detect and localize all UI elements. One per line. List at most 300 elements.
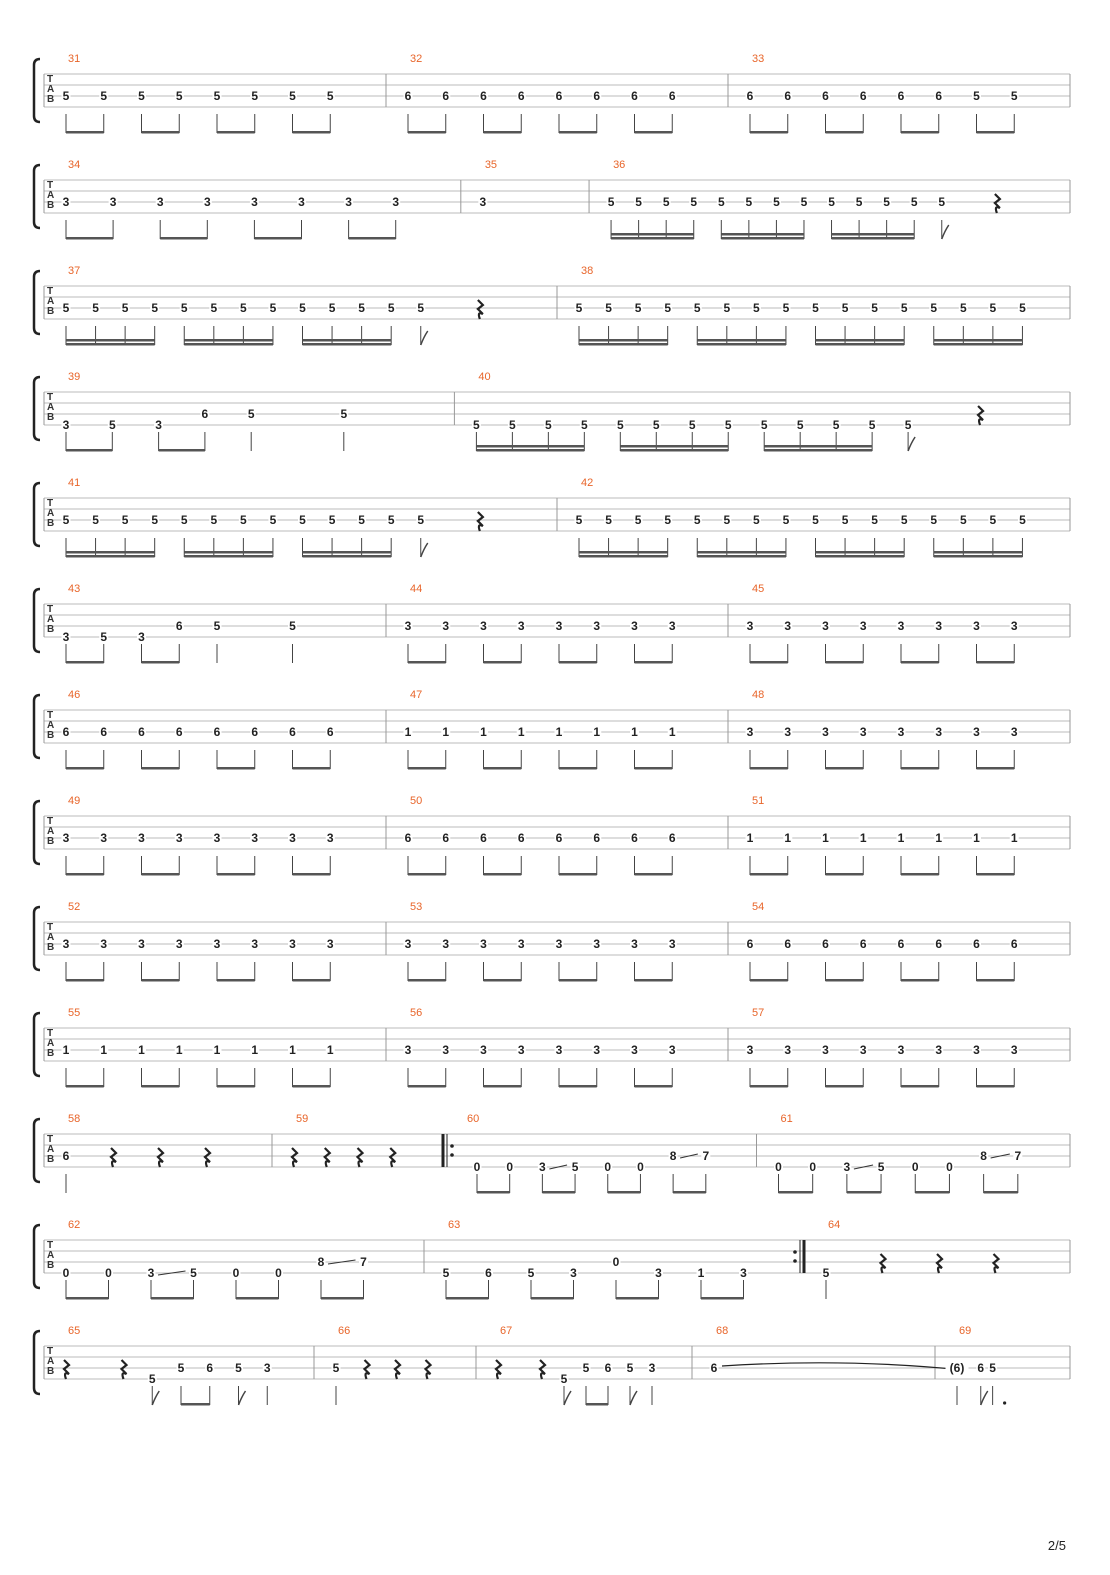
fret-number: 5 <box>299 513 306 527</box>
tab-clef-letter: T <box>47 392 54 403</box>
system-bracket <box>34 907 40 970</box>
fret-number: 1 <box>62 1043 70 1057</box>
fret-number: 3 <box>631 937 638 951</box>
beam <box>477 1191 510 1194</box>
fret-number: 5 <box>332 1361 340 1375</box>
beam <box>901 1085 939 1088</box>
fret-number: 5 <box>340 407 348 421</box>
fret-number: 3 <box>62 195 70 209</box>
fret-number: 6 <box>404 89 412 103</box>
system-bracket <box>34 1331 40 1394</box>
fret-number: 0 <box>775 1160 782 1174</box>
fret-number: 3 <box>175 831 183 845</box>
fret-number: 3 <box>822 1043 829 1057</box>
measure-number: 57 <box>752 1007 765 1019</box>
beam <box>721 237 804 240</box>
rest <box>426 1360 431 1379</box>
beam <box>293 1085 331 1088</box>
tab-clef-letter: T <box>47 604 54 615</box>
fret-number: 1 <box>859 831 867 845</box>
fret-number: 5 <box>417 513 425 527</box>
fret-number: 3 <box>100 937 108 951</box>
measure-number: 35 <box>484 159 498 171</box>
beam <box>542 1191 575 1194</box>
fret-number: 3 <box>404 1043 412 1057</box>
note-flag <box>981 1391 988 1405</box>
fret-number: 6 <box>404 831 412 845</box>
beam <box>826 767 864 770</box>
fret-number: 3 <box>109 195 117 209</box>
fret-number: 3 <box>138 937 145 951</box>
tab-clef-letter: T <box>47 710 54 721</box>
fret-number: 5 <box>571 1160 579 1174</box>
fret-number: 5 <box>210 513 218 527</box>
beam-secondary <box>66 551 155 554</box>
measure-number: 51 <box>752 795 765 807</box>
fret-number: 0 <box>473 1160 481 1174</box>
fret-number: 3 <box>289 831 296 845</box>
beam <box>408 979 446 982</box>
fret-number: 3 <box>138 630 145 644</box>
fret-number: 6 <box>593 831 601 845</box>
beam-secondary <box>579 551 668 554</box>
measure-number: 56 <box>410 1007 423 1019</box>
fret-number: 6 <box>442 831 450 845</box>
fret-number: 5 <box>904 418 912 432</box>
beam-secondary <box>476 445 584 448</box>
repeat-dot <box>450 1153 454 1157</box>
tab-clef-letter: T <box>47 1346 54 1357</box>
fret-number: 6 <box>326 725 334 739</box>
fret-number: 3 <box>155 418 162 432</box>
beam <box>293 131 331 134</box>
beam <box>66 1085 104 1088</box>
fret-number: 5 <box>868 418 876 432</box>
fret-number: 3 <box>62 418 70 432</box>
fret-number: 3 <box>100 831 108 845</box>
fret-number: 3 <box>973 1043 980 1057</box>
tab-clef-letter: A <box>47 402 55 413</box>
tab-clef-letter: A <box>47 720 55 731</box>
beam <box>832 237 915 240</box>
fret-number: 3 <box>555 619 563 633</box>
fret-number: 5 <box>358 301 365 315</box>
system-bracket <box>34 695 40 758</box>
rest <box>881 1254 886 1273</box>
tab-clef-letter: A <box>47 1356 55 1367</box>
tab-clef-letter: B <box>47 1048 55 1059</box>
fret-number: 3 <box>404 619 412 633</box>
beam <box>673 1191 706 1194</box>
rest <box>496 1360 501 1379</box>
fret-number: 5 <box>151 513 159 527</box>
fret-number: 5 <box>812 513 819 527</box>
fret-number: 5 <box>289 89 296 103</box>
fret-number: 5 <box>190 1266 197 1280</box>
beam <box>616 1297 659 1300</box>
beam <box>66 449 112 452</box>
fret-number: 3 <box>480 619 487 633</box>
tab-clef-letter: B <box>47 1366 55 1377</box>
fret-number: 1 <box>697 1266 705 1280</box>
fret-number: 5 <box>959 301 967 315</box>
fret-number: 3 <box>138 831 145 845</box>
tab-clef-letter: B <box>47 412 55 423</box>
beam-secondary <box>611 233 694 236</box>
beam <box>847 1191 881 1194</box>
fret-number: 1 <box>897 831 905 845</box>
fret-number: 1 <box>973 831 980 845</box>
fret-number: 3 <box>517 619 525 633</box>
fret-number: 5 <box>269 513 277 527</box>
beam-secondary <box>697 339 786 342</box>
tab-clef-letter: T <box>47 1028 54 1039</box>
beam-secondary <box>579 339 668 342</box>
tab-clef-letter: B <box>47 306 55 317</box>
fret-number: 5 <box>100 630 108 644</box>
beam <box>254 237 301 240</box>
fret-number: 6 <box>206 1361 214 1375</box>
fret-number: 3 <box>517 937 525 951</box>
fret-number: 0 <box>275 1266 282 1280</box>
note-flag <box>942 225 949 239</box>
beam <box>349 237 396 240</box>
tab-clef-letter: A <box>47 190 55 201</box>
beam <box>303 555 392 558</box>
fret-number: 5 <box>634 513 642 527</box>
measure-number: 42 <box>581 477 594 489</box>
fret-number: 3 <box>859 725 867 739</box>
fret-number: 6 <box>973 937 980 951</box>
rest <box>478 300 483 319</box>
beam <box>531 1297 574 1300</box>
fret-number: 0 <box>637 1160 644 1174</box>
fret-number: (6) <box>949 1361 965 1375</box>
tie-arc <box>722 1363 963 1370</box>
measure-number: 59 <box>296 1113 309 1125</box>
beam <box>901 979 939 982</box>
fret-number: 6 <box>62 1149 70 1163</box>
fret-number: 6 <box>175 725 183 739</box>
fret-number: 3 <box>345 195 352 209</box>
fret-number: 3 <box>555 1043 563 1057</box>
beam <box>750 767 788 770</box>
fret-number: 6 <box>555 831 563 845</box>
beam <box>579 555 668 558</box>
fret-number: 5 <box>442 1266 450 1280</box>
measure-number: 36 <box>613 159 626 171</box>
fret-number: 5 <box>387 301 395 315</box>
tab-clef-letter: T <box>47 922 54 933</box>
fret-number: 3 <box>555 937 563 951</box>
fret-number: 1 <box>175 1043 183 1057</box>
tab-clef-letter: B <box>47 94 55 105</box>
measure-number: 53 <box>410 901 423 913</box>
fret-number: 7 <box>1014 1149 1022 1163</box>
fret-number: 5 <box>930 513 938 527</box>
fret-number: 6 <box>822 937 829 951</box>
beam <box>293 767 331 770</box>
fret-number: 3 <box>746 725 754 739</box>
beam-secondary <box>816 339 905 342</box>
system-bracket <box>34 801 40 864</box>
fret-number: 5 <box>616 418 624 432</box>
fret-number: 3 <box>655 1266 662 1280</box>
measure-number: 48 <box>752 689 765 701</box>
fret-number: 3 <box>631 1043 638 1057</box>
fret-number: 0 <box>809 1160 817 1174</box>
beam <box>559 131 597 134</box>
fret-number: 3 <box>631 619 638 633</box>
fret-number: 6 <box>517 831 525 845</box>
beam <box>901 131 939 134</box>
beam <box>142 131 180 134</box>
fret-number: 6 <box>935 89 943 103</box>
tab-clef-letter: T <box>47 74 54 85</box>
fret-number: 5 <box>959 513 967 527</box>
beam-secondary <box>764 445 872 448</box>
beam <box>66 131 104 134</box>
rest <box>205 1148 210 1167</box>
beam <box>701 1297 744 1300</box>
fret-number: 6 <box>62 725 70 739</box>
fret-number: 1 <box>404 725 412 739</box>
fret-number: 3 <box>1010 1043 1018 1057</box>
beam <box>559 979 597 982</box>
fret-number: 3 <box>289 937 296 951</box>
fret-number: 1 <box>517 725 525 739</box>
beam <box>66 873 104 876</box>
system-bracket <box>34 1119 40 1182</box>
beam <box>586 1403 608 1406</box>
fret-number: 5 <box>62 513 70 527</box>
fret-number: 6 <box>201 407 209 421</box>
beam <box>217 767 255 770</box>
fret-number: 5 <box>62 301 70 315</box>
tab-clef-letter: T <box>47 286 54 297</box>
fret-number: 5 <box>877 1160 885 1174</box>
fret-number: 3 <box>973 725 980 739</box>
measure-number: 44 <box>410 583 423 595</box>
beam <box>977 979 1015 982</box>
tab-clef-letter: T <box>47 1240 54 1251</box>
fret-number: 5 <box>240 301 247 315</box>
fret-number: 3 <box>404 937 412 951</box>
fret-number: 5 <box>760 418 768 432</box>
fret-number: 3 <box>593 619 601 633</box>
fret-number: 5 <box>151 301 159 315</box>
fret-number: 5 <box>545 418 552 432</box>
fret-number: 5 <box>989 1361 996 1375</box>
beam <box>484 873 522 876</box>
fret-number: 5 <box>724 418 732 432</box>
beam <box>750 1085 788 1088</box>
measure-number: 67 <box>500 1325 513 1337</box>
tab-clef-letter: A <box>47 296 55 307</box>
fret-number: 5 <box>782 301 790 315</box>
fret-number: 1 <box>326 1043 334 1057</box>
fret-number: 3 <box>570 1266 577 1280</box>
beam-secondary <box>303 551 392 554</box>
fret-number: 3 <box>263 1361 271 1375</box>
note-flag <box>564 1391 571 1405</box>
beam <box>779 1191 813 1194</box>
beam <box>484 661 522 664</box>
beam <box>303 343 392 346</box>
measure-number: 43 <box>68 583 81 595</box>
fret-number: 0 <box>105 1266 112 1280</box>
fret-number: 5 <box>180 301 188 315</box>
measure-number: 64 <box>828 1219 841 1231</box>
fret-number: 5 <box>773 195 780 209</box>
tab-clef-letter: A <box>47 508 55 519</box>
beam-secondary <box>934 551 1023 554</box>
measure-number: 68 <box>716 1325 729 1337</box>
measure-number: 58 <box>68 1113 81 1125</box>
fret-number: 5 <box>1019 301 1026 315</box>
fret-number: 5 <box>138 89 145 103</box>
fret-number: 6 <box>480 831 487 845</box>
fret-number: 5 <box>575 301 583 315</box>
measure-number: 49 <box>68 795 81 807</box>
fret-number: 3 <box>62 831 70 845</box>
measure-number: 66 <box>338 1325 351 1337</box>
beam <box>484 131 522 134</box>
fret-number: 3 <box>593 937 601 951</box>
fret-number: 6 <box>604 1361 612 1375</box>
measure-number: 34 <box>68 159 81 171</box>
fret-number: 5 <box>213 619 221 633</box>
beam-secondary <box>832 233 915 236</box>
fret-number: 5 <box>326 89 334 103</box>
beam <box>977 767 1015 770</box>
beam <box>217 873 255 876</box>
fret-number: 3 <box>1010 725 1018 739</box>
fret-number: 5 <box>417 301 425 315</box>
beam <box>408 767 446 770</box>
fret-number: 3 <box>740 1266 747 1280</box>
fret-number: 0 <box>232 1266 240 1280</box>
fret-number: 6 <box>822 89 829 103</box>
beam <box>217 979 255 982</box>
fret-number: 5 <box>607 195 615 209</box>
beam <box>293 873 331 876</box>
system-bracket <box>34 165 40 228</box>
repeat-dot <box>793 1250 797 1254</box>
fret-number: 5 <box>812 301 819 315</box>
measure-number: 55 <box>68 1007 81 1019</box>
fret-number: 3 <box>213 937 221 951</box>
fret-number: 5 <box>626 1361 634 1375</box>
repeat-dot <box>793 1259 797 1263</box>
fret-number: 1 <box>251 1043 259 1057</box>
fret-number: 5 <box>251 89 259 103</box>
fret-number: 6 <box>897 89 905 103</box>
beam <box>826 1085 864 1088</box>
beam <box>142 1085 180 1088</box>
fret-number: 6 <box>442 89 450 103</box>
fret-number: 6 <box>859 89 867 103</box>
fret-number: 6 <box>593 89 601 103</box>
beam <box>901 873 939 876</box>
rest <box>540 1360 545 1379</box>
fret-number: 3 <box>746 1043 754 1057</box>
measure-number: 65 <box>68 1325 81 1337</box>
fret-number: 5 <box>871 301 878 315</box>
beam <box>159 449 205 452</box>
fret-number: 3 <box>251 831 259 845</box>
fret-number: 6 <box>289 725 296 739</box>
fret-number: 5 <box>177 1361 185 1375</box>
fret-number: 3 <box>480 937 487 951</box>
beam <box>559 767 597 770</box>
fret-number: 3 <box>213 831 221 845</box>
fret-number: 6 <box>1010 937 1018 951</box>
beam <box>977 1085 1015 1088</box>
fret-number: 5 <box>693 301 701 315</box>
fret-number: 5 <box>910 195 918 209</box>
measure-number: 41 <box>68 477 81 489</box>
fret-number: 8 <box>980 1149 987 1163</box>
fret-number: 1 <box>555 725 563 739</box>
note-flag <box>421 543 428 557</box>
fret-number: 5 <box>753 301 760 315</box>
fret-number: 5 <box>100 89 108 103</box>
beam <box>826 661 864 664</box>
measure-number: 62 <box>68 1219 81 1231</box>
fret-number: 5 <box>745 195 753 209</box>
fret-number: 5 <box>210 301 218 315</box>
fret-number: 5 <box>240 513 247 527</box>
fret-number: 5 <box>938 195 946 209</box>
beam <box>826 979 864 982</box>
fret-number: 5 <box>723 301 731 315</box>
fret-number: 5 <box>662 195 670 209</box>
fret-number: 5 <box>973 89 980 103</box>
system-bracket <box>34 377 40 440</box>
fret-number: 3 <box>668 937 676 951</box>
fret-number: 5 <box>213 89 221 103</box>
beam <box>217 131 255 134</box>
tab-clef-letter: T <box>47 816 54 827</box>
tab-clef-letter: A <box>47 826 55 837</box>
measure-number: 60 <box>467 1113 480 1125</box>
beam <box>66 555 155 558</box>
measure-number: 40 <box>478 371 491 383</box>
beam <box>184 555 273 558</box>
fret-number: 3 <box>175 937 183 951</box>
beam <box>408 1085 446 1088</box>
fret-number: 3 <box>668 1043 676 1057</box>
rest <box>111 1148 116 1167</box>
beam <box>984 1191 1018 1194</box>
fret-number: 5 <box>723 513 731 527</box>
fret-number: 3 <box>251 937 259 951</box>
fret-number: 3 <box>859 619 867 633</box>
beam <box>934 343 1023 346</box>
beam-secondary <box>721 233 804 236</box>
rest <box>365 1360 370 1379</box>
fret-number: 5 <box>358 513 365 527</box>
measure-number: 54 <box>752 901 765 913</box>
fret-number: 6 <box>175 619 183 633</box>
beam <box>697 555 786 558</box>
beam <box>408 873 446 876</box>
rest <box>994 1254 999 1273</box>
fret-number: 5 <box>582 1361 590 1375</box>
beam <box>608 1191 641 1194</box>
system-bracket <box>34 1013 40 1076</box>
